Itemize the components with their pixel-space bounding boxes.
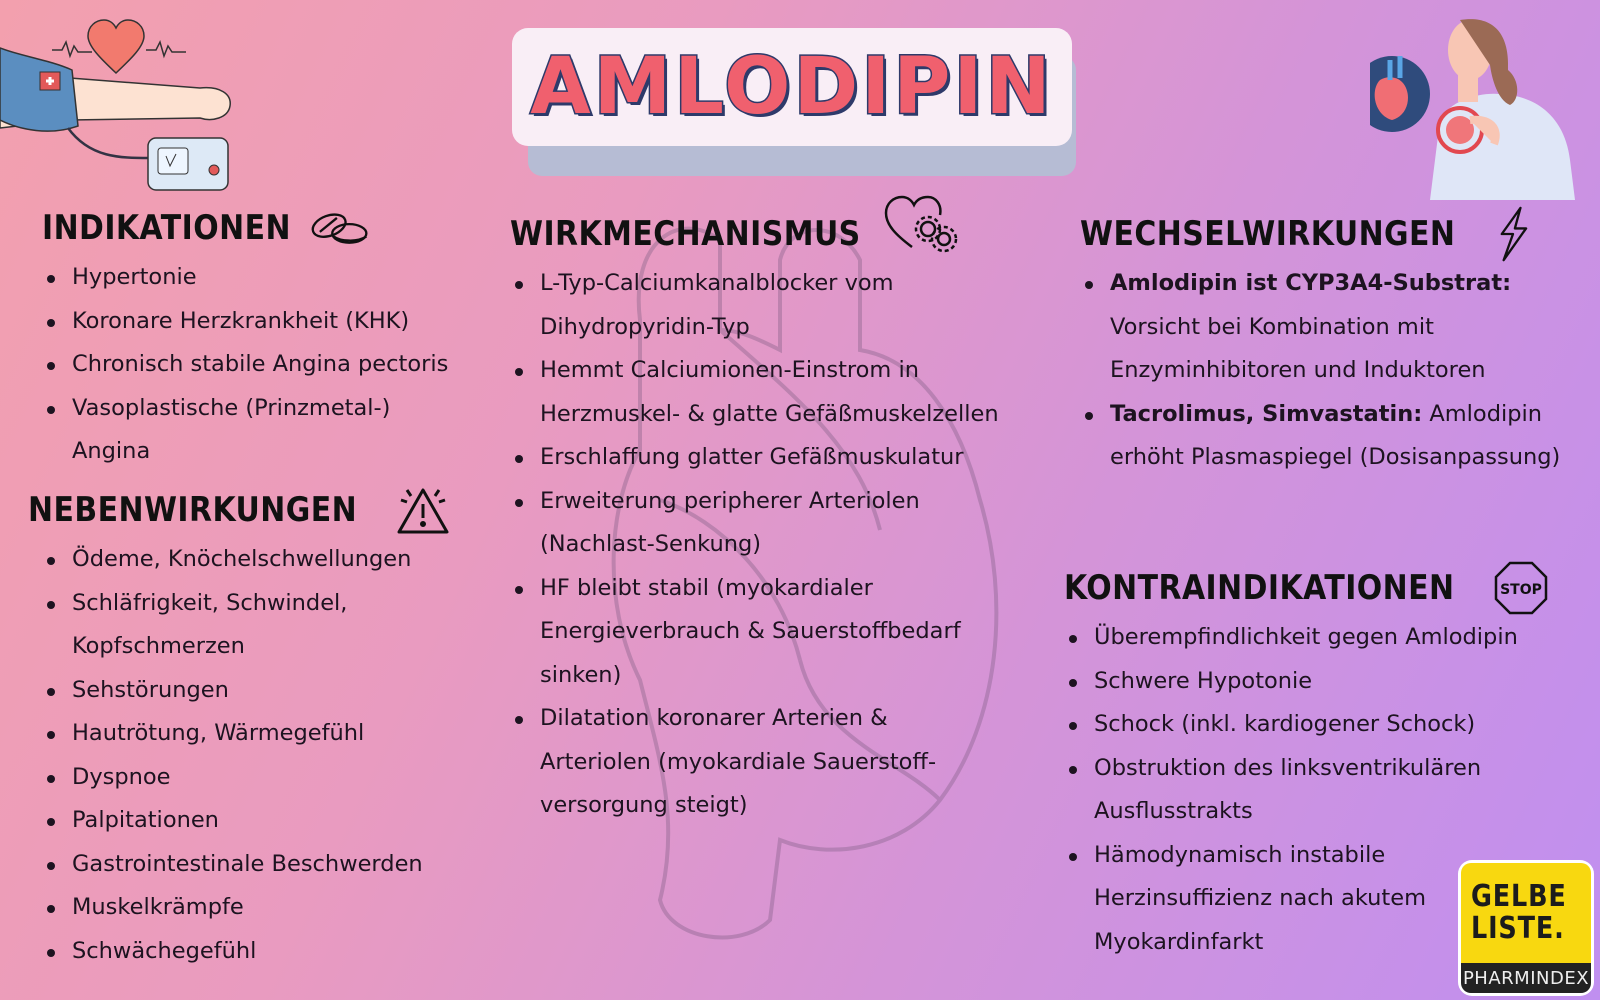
list-item: Ödeme, Knöchelschwellungen [42,538,498,582]
list-item: L-Typ-Calciumkanalblocker vom Dihydropyridin-Typ [510,262,960,349]
list-item: Hämodynamisch instabile Herzinsuffizienz nach akutem Myokardinfarkt [1064,834,1464,965]
blood-pressure-illustration-icon [0,8,240,198]
section-indikationen [42,200,502,474]
wechselwirkungen-list [1080,262,1590,480]
list-item: Schläfrigkeit, Schwindel, Kopfschmerzen [42,582,392,669]
chest-pain-illustration-icon [1370,10,1590,200]
logo-line-1: GELBE [1471,879,1567,914]
section-title: NEBENWIRKUNGEN [28,490,358,530]
list-item: Vasoplastische (Prinzmetal-) Angina [42,387,442,474]
svg-text:STOP: STOP [1499,582,1542,598]
indikationen-list [42,256,502,474]
list-item: Sehstörungen [42,669,498,713]
page-title: AMLODIPIN [530,42,1054,132]
list-item [1080,393,1570,480]
logo-subtitle: PHARMINDEX [1461,963,1591,993]
list-item: Muskelkrämpfe [42,886,498,930]
list-item: Überempfindlichkeit gegen Amlodipin [1064,616,1594,660]
heart-gears-icon [882,193,962,259]
logo-yellow-panel [1461,863,1591,963]
list-item: Hemmt Calciumionen-Einstrom in Herzmuskel- & glatte Gefäßmuskelzellen [510,349,1060,436]
list-item: Hautrötung, Wärmegefühl [42,712,498,756]
warning-icon [392,482,454,538]
list-item: Chronisch stabile Angina pectoris [42,343,502,387]
list-item: Gastrointestinale Beschwerden [42,843,498,887]
list-item: Palpitationen [42,799,498,843]
lightning-icon [1493,206,1533,262]
section-title: KONTRAINDIKATIONEN [1064,568,1455,608]
stop-sign-icon [1494,560,1548,616]
list-item: Schock (inkl. kardiogener Schock) [1064,703,1594,747]
title-card [512,28,1072,146]
list-item: Hypertonie [42,256,502,300]
section-title: WIRKMECHANISMUS [510,214,861,254]
section-nebenwirkungen [28,482,498,973]
list-item-text: Vorsicht bei Kombination mit Enzyminhibitoren und Induktoren [1110,313,1486,383]
list-item-bold: Amlodipin ist CYP3A4-Substrat: [1110,270,1512,296]
list-item: Erweiterung peripherer Arteriolen (Nachlast-Senkung) [510,480,970,567]
wirkmechanismus-list [510,262,1050,828]
title-banner [512,28,1072,148]
list-item-bold: Tacrolimus, Simvastatin: [1110,400,1423,427]
list-item: HF bleibt stabil (myokardialer Energieverbrauch & Sauerstoffbedarf sinken) [510,567,1020,698]
section-title: INDIKATIONEN [42,208,291,248]
list-item: Schwere Hypotonie [1064,660,1594,704]
list-item: Dyspnoe [42,756,498,800]
nebenwirkungen-list [42,538,498,973]
section-wirkmechanismus [510,206,1050,828]
pills-icon [309,200,371,256]
section-title: WECHSELWIRKUNGEN [1080,214,1456,254]
list-item: Koronare Herzkrankheit (KHK) [42,300,502,344]
list-item: Obstruktion des linksventrikulären Ausflusstrakts [1064,747,1534,834]
list-item: Dilatation koronarer Arterien & Arteriolen (myokardiale Sauerstoff-versorgung steigt) [510,697,980,828]
gelbe-liste-logo [1458,860,1594,996]
logo-line-2: LISTE. [1471,911,1565,946]
list-item: Erschlaffung glatter Gefäßmuskulatur [510,436,1050,480]
section-wechselwirkungen [1080,206,1590,480]
list-item [1080,262,1540,393]
list-item: Schwächegefühl [42,930,498,974]
list-item-text: Amlodipin erhöht Plasmaspiegel (Dosisanpassung) [1110,400,1561,470]
